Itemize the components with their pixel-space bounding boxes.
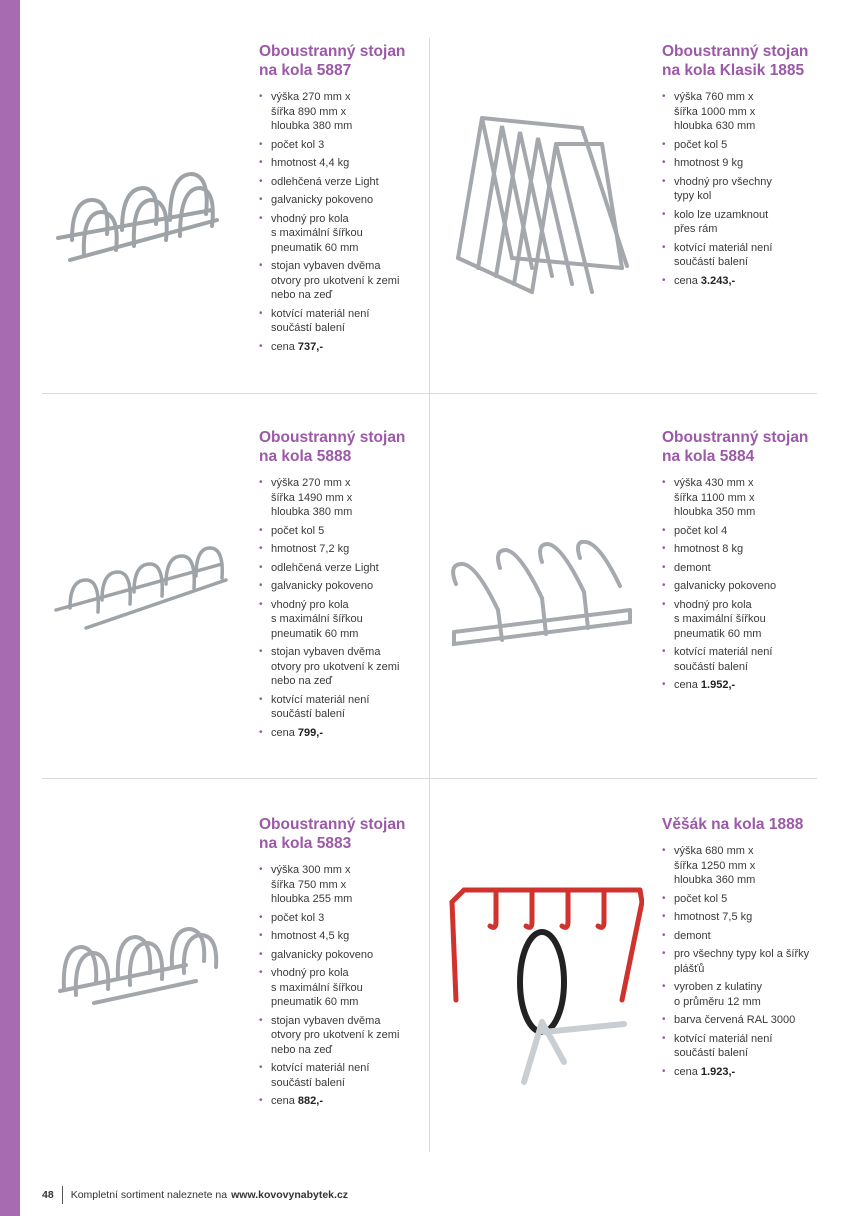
spec-list [662, 844, 832, 1079]
spec-list [662, 476, 822, 693]
price-value: 1.952,- [700, 679, 736, 691]
product-5887 [259, 42, 419, 358]
spec-item: • vhodný pro kola s maximální šířkou pneumatik 60 mm [662, 598, 822, 642]
price-label: cena [674, 274, 701, 287]
footer-website-link[interactable]: www.kovovynabytek.cz [231, 1189, 349, 1201]
spec-item: • kotvící materiál není součástí balení [259, 307, 419, 336]
spec-item: • výška 300 mm x šířka 750 mm x hloubka 255 mm [259, 863, 419, 907]
price-label: cena [674, 1065, 701, 1078]
spec-item: • hmotnost 7,5 kg [662, 910, 832, 925]
spec-list [259, 90, 419, 354]
spec-item: • odlehčená verze Light [259, 561, 419, 576]
product-title: Oboustranný stojan na kola 5883 [259, 816, 406, 852]
spec-item: • galvanicky pokoveno [259, 948, 419, 963]
spec-item: • výška 270 mm x šířka 890 mm x hloubka 380 mm [259, 90, 419, 134]
sidebar-accent-bar [0, 0, 20, 1216]
price-label: cena [271, 726, 298, 739]
price-label: cena [271, 340, 298, 353]
spec-item: • kotvící materiál není součástí balení [662, 241, 822, 270]
spec-item: • demont [662, 929, 832, 944]
price-item [259, 1094, 419, 1109]
spec-item: • hmotnost 4,5 kg [259, 929, 419, 944]
product-title: Oboustranný stojan na kola Klasik 1885 [662, 43, 809, 79]
price-item [662, 274, 822, 289]
price-value: 737,- [297, 340, 323, 353]
spec-item: • počet kol 5 [662, 892, 832, 907]
spec-item: • demont [662, 561, 822, 576]
spec-item: • kotvící materiál není součástí balení [259, 1061, 419, 1090]
product-5888 [259, 428, 419, 744]
spec-item: • kotvící materiál není součástí balení [259, 693, 419, 722]
spec-item: • výška 680 mm x šířka 1250 mm x hloubka 360 mm [662, 844, 832, 888]
spec-item: • výška 270 mm x šířka 1490 mm x hloubka 380 mm [259, 476, 419, 520]
spec-list [259, 863, 419, 1109]
spec-item: • vhodný pro kola s maximální šířkou pneumatik 60 mm [259, 598, 419, 642]
spec-item: • hmotnost 4,4 kg [259, 156, 419, 171]
spec-item: • počet kol 3 [259, 911, 419, 926]
spec-item: • kolo lze uzamknout přes rám [662, 208, 822, 237]
spec-item: • počet kol 5 [259, 524, 419, 539]
product-5884 [662, 428, 822, 697]
bike-rack-5887-image [52, 160, 222, 270]
spec-item: • barva červená RAL 3000 [662, 1013, 832, 1028]
spec-item: • vhodný pro kola s maximální šířkou pneumatik 60 mm [259, 212, 419, 256]
row-divider-1 [42, 393, 817, 394]
price-value: 3.243,- [700, 274, 736, 287]
spec-item: • pro všechny typy kol a šířky plášťů [662, 947, 832, 976]
spec-list [259, 476, 419, 740]
product-title: Věšák na kola 1888 [662, 816, 804, 833]
spec-item: • hmotnost 8 kg [662, 542, 822, 557]
spec-item: • stojan vybaven dvěma otvory pro ukotvení k zemi nebo na zeď [259, 1014, 419, 1058]
price-value: 882,- [297, 1095, 323, 1107]
spec-item: • galvanicky pokoveno [662, 579, 822, 594]
product-title: Oboustranný stojan na kola 5884 [662, 429, 809, 465]
product-5883 [259, 815, 419, 1113]
spec-item: • vhodný pro kola s maximální šířkou pneumatik 60 mm [259, 966, 419, 1010]
spec-item: • stojan vybaven dvěma otvory pro ukotvení k zemi nebo na zeď [259, 259, 419, 303]
spec-item: • vyroben z kulatiny o průměru 12 mm [662, 980, 832, 1009]
bike-rack-5888-image [50, 540, 230, 635]
page-number: 48 [42, 1189, 54, 1201]
footer-separator [62, 1186, 63, 1204]
spec-item: • počet kol 5 [662, 138, 822, 153]
price-item [662, 1065, 832, 1080]
price-value: 799,- [297, 726, 323, 739]
spec-item: • počet kol 3 [259, 138, 419, 153]
spec-item: • hmotnost 7,2 kg [259, 542, 419, 557]
spec-item: • odlehčená verze Light [259, 175, 419, 190]
price-item [259, 340, 419, 355]
spec-list [662, 90, 822, 288]
spec-item: • stojan vybaven dvěma otvory pro ukotvení k zemi nebo na zeď [259, 645, 419, 689]
product-title: Oboustranný stojan na kola 5887 [259, 43, 406, 79]
spec-item: • výška 760 mm x šířka 1000 mm x hloubka 630 mm [662, 90, 822, 134]
spec-item: • galvanicky pokoveno [259, 579, 419, 594]
price-item [259, 726, 419, 741]
spec-item: • hmotnost 9 kg [662, 156, 822, 171]
spec-item: • vhodný pro všechny typy kol [662, 175, 822, 204]
price-value: 1.923,- [700, 1065, 736, 1078]
product-klasik-1885 [662, 42, 822, 292]
bike-rack-klasik-1885-image [452, 108, 632, 298]
footer-text: Kompletní sortiment naleznete na [70, 1189, 228, 1201]
page-footer [42, 1186, 348, 1204]
spec-item: • počet kol 4 [662, 524, 822, 539]
price-item [662, 678, 822, 693]
product-title: Oboustranný stojan na kola 5888 [259, 429, 406, 465]
bike-rack-5884-image [444, 540, 634, 650]
bike-rack-5883-image [56, 925, 226, 1010]
price-label: cena [674, 679, 701, 691]
bike-hanger-1888-image [444, 882, 644, 1087]
row-divider-2 [42, 778, 817, 779]
product-hanger-1888 [662, 815, 832, 1083]
spec-item: • galvanicky pokoveno [259, 193, 419, 208]
price-label: cena [271, 1095, 298, 1107]
spec-item: • kotvící materiál není součástí balení [662, 645, 822, 674]
spec-item: • kotvící materiál není součástí balení [662, 1032, 832, 1061]
spec-item: • výška 430 mm x šířka 1100 mm x hloubka 350 mm [662, 476, 822, 520]
column-divider [429, 38, 430, 1152]
